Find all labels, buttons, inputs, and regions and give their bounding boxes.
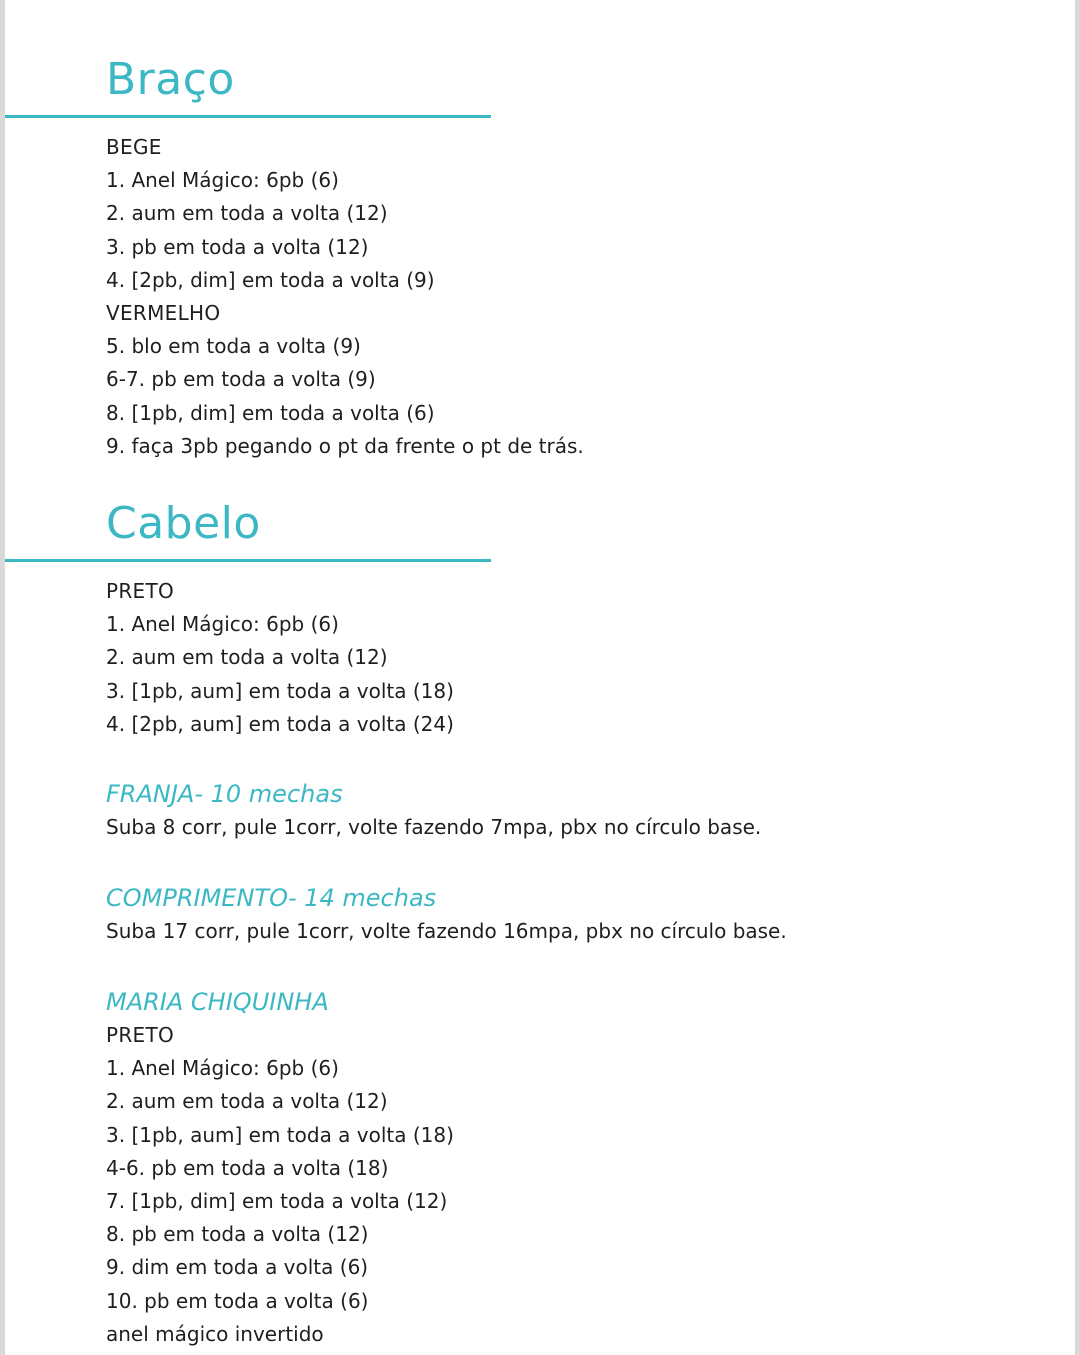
instruction-line: 9. faça 3pb pegando o pt da frente o pt de trás. <box>106 433 584 458</box>
instruction-line: 3. [1pb, aum] em toda a volta (18) <box>106 1122 454 1147</box>
color-label-preto: PRETO <box>106 1023 175 1047</box>
instruction-line: 4-6. pb em toda a volta (18) <box>106 1155 389 1180</box>
instruction-line: 8. [1pb, dim] em toda a volta (6) <box>106 400 435 425</box>
franja-subheading: FRANJA- 10 mechas <box>106 780 343 808</box>
cabelo-heading-rule <box>5 559 491 562</box>
instruction-line: 3. pb em toda a volta (12) <box>106 234 369 259</box>
franja-text: Suba 8 corr, pule 1corr, volte fazendo 7mpa, pbx no círculo base. <box>106 815 762 839</box>
braco-heading-rule <box>5 115 491 118</box>
instruction-line: 2. aum em toda a volta (12) <box>106 201 388 226</box>
maria-chiquinha-subheading: MARIA CHIQUINHA <box>106 988 329 1016</box>
instruction-line: 3. [1pb, aum] em toda a volta (18) <box>106 678 454 703</box>
maria-chiquinha-instructions <box>106 1019 454 1351</box>
instruction-line: 7. [1pb, dim] em toda a volta (12) <box>106 1188 448 1213</box>
comprimento-text: Suba 17 corr, pule 1corr, volte fazendo 16mpa, pbx no círculo base. <box>106 919 787 943</box>
comprimento-subheading: COMPRIMENTO- 14 mechas <box>106 884 437 912</box>
instruction-line: 5. blo em toda a volta (9) <box>106 334 361 359</box>
instruction-line: 9. dim em toda a volta (6) <box>106 1255 369 1280</box>
color-label-preto: PRETO <box>106 579 175 603</box>
braco-heading: Braço <box>106 54 235 105</box>
instruction-line: 2. aum em toda a volta (12) <box>106 645 388 670</box>
cabelo-instructions <box>106 575 454 741</box>
document-page <box>5 0 1075 1355</box>
instruction-line: 1. Anel Mágico: 6pb (6) <box>106 168 339 193</box>
color-label-vermelho: VERMELHO <box>106 300 221 325</box>
instruction-line: 1. Anel Mágico: 6pb (6) <box>106 1056 339 1081</box>
instruction-line: 4. [2pb, dim] em toda a volta (9) <box>106 267 435 292</box>
braco-instructions <box>106 131 584 463</box>
instruction-line: 6-7. pb em toda a volta (9) <box>106 367 376 392</box>
instruction-line: 4. [2pb, aum] em toda a volta (24) <box>106 711 454 736</box>
cabelo-heading: Cabelo <box>106 498 261 549</box>
instruction-line: anel mágico invertido <box>106 1321 324 1346</box>
instruction-line: 2. aum em toda a volta (12) <box>106 1089 388 1114</box>
instruction-line: 8. pb em toda a volta (12) <box>106 1222 369 1247</box>
instruction-line: 10. pb em toda a volta (6) <box>106 1288 369 1313</box>
color-label-bege: BEGE <box>106 135 162 159</box>
instruction-line: 1. Anel Mágico: 6pb (6) <box>106 612 339 637</box>
